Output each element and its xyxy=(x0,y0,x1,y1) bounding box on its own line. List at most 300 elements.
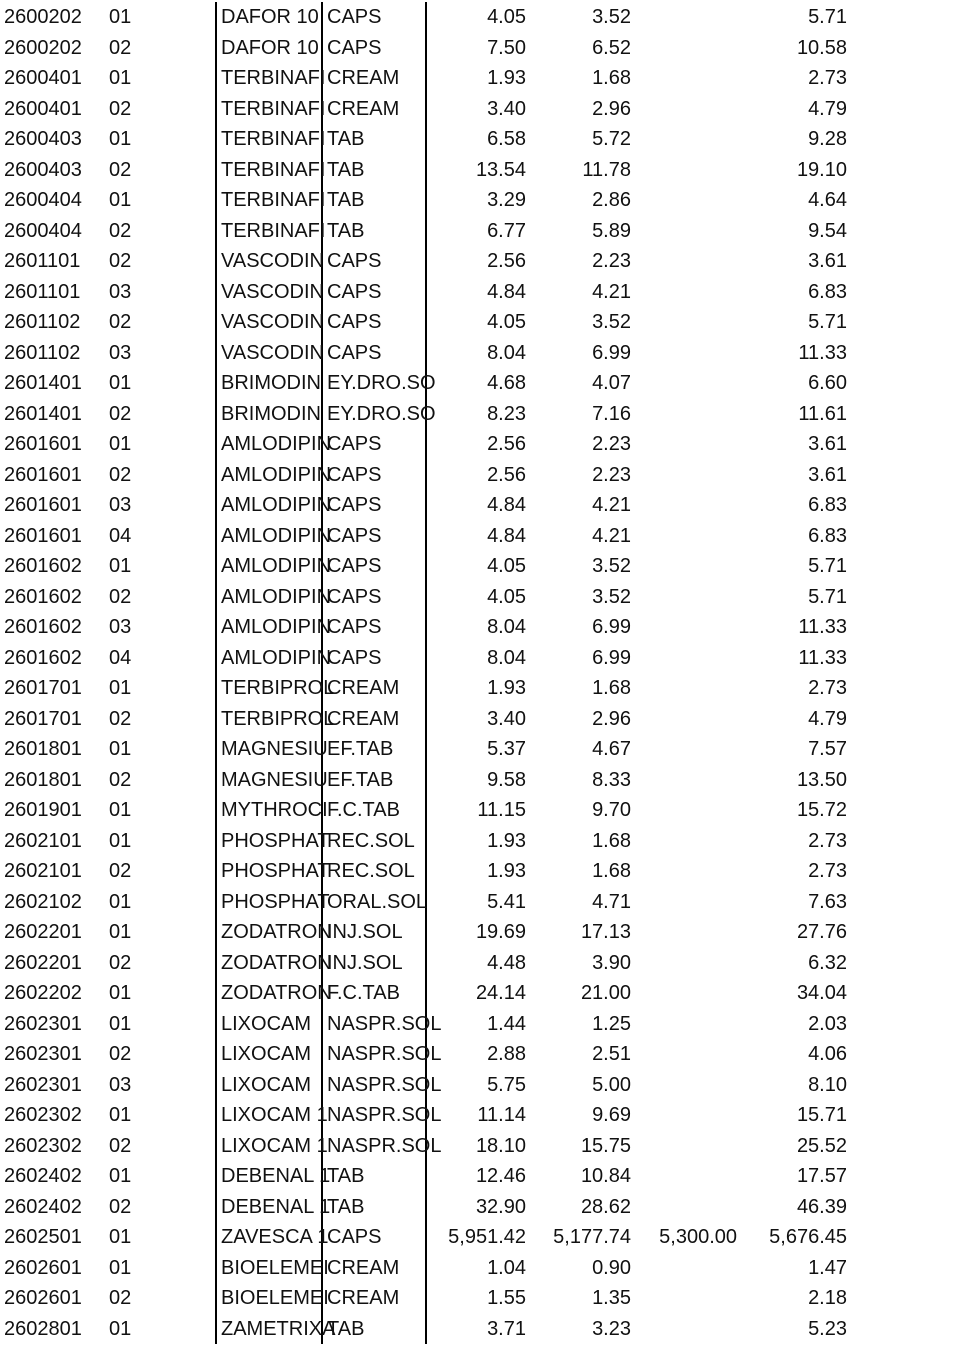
product-name-cell[interactable]: ZAMETRIXA xyxy=(216,1314,322,1345)
product-name-cell[interactable]: LIXOCAM xyxy=(216,1070,322,1101)
pack-code-cell[interactable]: 02 xyxy=(109,768,132,791)
product-name-cell[interactable]: BIOELEMEI xyxy=(216,1253,322,1284)
price-1-cell[interactable]: 4.05 xyxy=(487,6,526,29)
pack-code-cell[interactable]: 01 xyxy=(109,1256,132,1279)
pack-code-cell[interactable]: 02 xyxy=(109,311,132,334)
product-code-cell[interactable]: 2602601 xyxy=(4,1287,82,1310)
pack-code-cell[interactable]: 02 xyxy=(109,951,132,974)
price-2-cell[interactable]: 4.21 xyxy=(592,524,631,547)
dosage-form-cell[interactable]: EY.DRO.SO xyxy=(322,399,426,430)
dosage-form-cell[interactable]: NASPR.SOL xyxy=(322,1131,426,1162)
product-name-cell[interactable]: DAFOR 10 xyxy=(216,2,322,33)
dosage-form-cell[interactable]: CREAM xyxy=(322,94,426,125)
price-4-cell[interactable]: 2.03 xyxy=(808,1012,847,1035)
price-4-cell[interactable]: 8.10 xyxy=(808,1073,847,1096)
price-3-cell[interactable] xyxy=(635,63,741,94)
product-code-cell[interactable]: 2602101 xyxy=(4,829,82,852)
pack-code-cell[interactable]: 03 xyxy=(109,494,132,517)
product-name-cell[interactable]: TERBINAFI xyxy=(216,185,322,216)
dosage-form-cell[interactable]: EF.TAB xyxy=(322,734,426,765)
pack-code-cell[interactable]: 03 xyxy=(109,616,132,639)
product-name-cell[interactable]: ZAVESCA 1 xyxy=(216,1222,322,1253)
pack-code-cell[interactable]: 01 xyxy=(109,189,132,212)
price-3-cell[interactable] xyxy=(635,978,741,1009)
price-1-cell[interactable]: 1.93 xyxy=(487,860,526,883)
dosage-form-cell[interactable]: CREAM xyxy=(322,704,426,735)
price-4-cell[interactable]: 11.61 xyxy=(798,402,847,425)
price-1-cell[interactable]: 4.68 xyxy=(487,372,526,395)
price-1-cell[interactable]: 24.14 xyxy=(475,982,526,1005)
dosage-form-cell[interactable]: CAPS xyxy=(322,277,426,308)
pack-code-cell[interactable]: 02 xyxy=(109,402,132,425)
product-code-cell[interactable]: 2602102 xyxy=(4,890,82,913)
product-code-cell[interactable]: 2602402 xyxy=(4,1165,82,1188)
price-1-cell[interactable]: 3.40 xyxy=(487,707,526,730)
product-code-cell[interactable]: 2602402 xyxy=(4,1195,82,1218)
pack-code-cell[interactable]: 01 xyxy=(109,1317,132,1340)
price-2-cell[interactable]: 6.99 xyxy=(592,616,631,639)
price-2-cell[interactable]: 3.52 xyxy=(592,311,631,334)
price-3-cell[interactable] xyxy=(635,429,741,460)
product-name-cell[interactable]: LIXOCAM xyxy=(216,1039,322,1070)
price-3-cell[interactable] xyxy=(635,1009,741,1040)
price-2-cell[interactable]: 9.69 xyxy=(592,1104,631,1127)
product-code-cell[interactable]: 2601601 xyxy=(4,494,82,517)
price-3-cell[interactable] xyxy=(635,887,741,918)
product-code-cell[interactable]: 2600401 xyxy=(4,97,82,120)
dosage-form-cell[interactable]: NASPR.SOL xyxy=(322,1070,426,1101)
dosage-form-cell[interactable]: INJ.SOL xyxy=(322,948,426,979)
price-4-cell[interactable]: 11.33 xyxy=(798,341,847,364)
dosage-form-cell[interactable]: TAB xyxy=(322,124,426,155)
price-2-cell[interactable]: 4.71 xyxy=(592,890,631,913)
price-2-cell[interactable]: 4.21 xyxy=(592,280,631,303)
price-4-cell[interactable]: 6.32 xyxy=(808,951,847,974)
price-3-cell[interactable] xyxy=(635,765,741,796)
product-name-cell[interactable]: AMLODIPIN xyxy=(216,490,322,521)
price-2-cell[interactable]: 17.13 xyxy=(580,921,631,944)
product-name-cell[interactable]: VASCODIN xyxy=(216,338,322,369)
price-2-cell[interactable]: 6.52 xyxy=(592,36,631,59)
price-3-cell[interactable] xyxy=(635,1070,741,1101)
price-4-cell[interactable]: 5,676.45 xyxy=(769,1226,847,1249)
dosage-form-cell[interactable]: CAPS xyxy=(322,612,426,643)
product-name-cell[interactable]: LIXOCAM 1 xyxy=(216,1100,322,1131)
product-code-cell[interactable]: 2600404 xyxy=(4,189,82,212)
product-code-cell[interactable]: 2602201 xyxy=(4,951,82,974)
price-3-cell[interactable] xyxy=(635,521,741,552)
price-1-cell[interactable]: 5.37 xyxy=(487,738,526,761)
pack-code-cell[interactable]: 01 xyxy=(109,372,132,395)
dosage-form-cell[interactable]: CREAM xyxy=(322,673,426,704)
price-1-cell[interactable]: 6.58 xyxy=(487,128,526,151)
dosage-form-cell[interactable]: CAPS xyxy=(322,521,426,552)
price-2-cell[interactable]: 2.96 xyxy=(592,97,631,120)
dosage-form-cell[interactable]: F.C.TAB xyxy=(322,978,426,1009)
price-4-cell[interactable]: 19.10 xyxy=(796,158,847,181)
price-2-cell[interactable]: 1.68 xyxy=(592,829,631,852)
price-1-cell[interactable]: 2.88 xyxy=(487,1043,526,1066)
product-code-cell[interactable]: 2601101 xyxy=(4,250,81,273)
product-code-cell[interactable]: 2602301 xyxy=(4,1043,82,1066)
pack-code-cell[interactable]: 03 xyxy=(109,280,132,303)
product-name-cell[interactable]: PHOSPHAT xyxy=(216,856,322,887)
price-1-cell[interactable]: 8.04 xyxy=(487,341,526,364)
price-2-cell[interactable]: 8.33 xyxy=(592,768,631,791)
price-4-cell[interactable]: 15.71 xyxy=(796,1104,847,1127)
price-1-cell[interactable]: 8.04 xyxy=(487,616,526,639)
price-4-cell[interactable]: 2.73 xyxy=(808,67,847,90)
dosage-form-cell[interactable]: CAPS xyxy=(322,429,426,460)
product-code-cell[interactable]: 2602302 xyxy=(4,1134,82,1157)
price-1-cell[interactable]: 6.77 xyxy=(487,219,526,242)
price-1-cell[interactable]: 4.84 xyxy=(487,524,526,547)
price-3-cell[interactable] xyxy=(635,734,741,765)
dosage-form-cell[interactable]: TAB xyxy=(322,155,426,186)
price-4-cell[interactable]: 27.76 xyxy=(796,921,847,944)
price-2-cell[interactable]: 10.84 xyxy=(580,1165,631,1188)
price-4-cell[interactable]: 7.63 xyxy=(808,890,847,913)
price-1-cell[interactable]: 18.10 xyxy=(475,1134,526,1157)
product-name-cell[interactable]: AMLODIPIN xyxy=(216,643,322,674)
price-4-cell[interactable]: 11.33 xyxy=(798,646,847,669)
price-4-cell[interactable]: 7.57 xyxy=(808,738,847,761)
price-1-cell[interactable]: 19.69 xyxy=(475,921,526,944)
product-name-cell[interactable]: AMLODIPIN xyxy=(216,521,322,552)
price-2-cell[interactable]: 15.75 xyxy=(580,1134,631,1157)
price-2-cell[interactable]: 7.16 xyxy=(592,402,631,425)
price-1-cell[interactable]: 9.58 xyxy=(487,768,526,791)
price-3-cell[interactable]: 5,300.00 xyxy=(659,1226,737,1249)
pack-code-cell[interactable]: 02 xyxy=(109,219,132,242)
product-name-cell[interactable]: AMLODIPIN xyxy=(216,612,322,643)
product-code-cell[interactable]: 2601701 xyxy=(4,707,82,730)
dosage-form-cell[interactable]: TAB xyxy=(322,1314,426,1345)
product-code-cell[interactable]: 2601602 xyxy=(4,585,82,608)
product-code-cell[interactable]: 2602601 xyxy=(4,1256,82,1279)
pack-code-cell[interactable]: 02 xyxy=(109,97,132,120)
product-name-cell[interactable]: LIXOCAM 1 xyxy=(216,1131,322,1162)
product-name-cell[interactable]: VASCODIN xyxy=(216,246,322,277)
pack-code-cell[interactable]: 04 xyxy=(109,646,132,669)
price-1-cell[interactable]: 4.05 xyxy=(487,311,526,334)
price-2-cell[interactable]: 2.23 xyxy=(592,433,631,456)
product-code-cell[interactable]: 2601602 xyxy=(4,616,82,639)
pack-code-cell[interactable]: 02 xyxy=(109,1134,132,1157)
price-1-cell[interactable]: 4.05 xyxy=(487,585,526,608)
price-1-cell[interactable]: 1.44 xyxy=(487,1012,526,1035)
price-3-cell[interactable] xyxy=(635,94,741,125)
price-2-cell[interactable]: 1.68 xyxy=(592,67,631,90)
pack-code-cell[interactable]: 01 xyxy=(109,677,132,700)
price-4-cell[interactable]: 6.83 xyxy=(808,280,847,303)
product-name-cell[interactable]: TERBINAFI xyxy=(216,155,322,186)
dosage-form-cell[interactable]: REC.SOL xyxy=(322,826,426,857)
product-code-cell[interactable]: 2601401 xyxy=(4,372,82,395)
product-code-cell[interactable]: 2601601 xyxy=(4,463,82,486)
price-3-cell[interactable] xyxy=(635,795,741,826)
price-1-cell[interactable]: 11.14 xyxy=(477,1104,526,1127)
product-name-cell[interactable]: BRIMODIN xyxy=(216,368,322,399)
dosage-form-cell[interactable]: CAPS xyxy=(322,582,426,613)
price-4-cell[interactable]: 15.72 xyxy=(796,799,847,822)
price-1-cell[interactable]: 3.40 xyxy=(487,97,526,120)
price-3-cell[interactable] xyxy=(635,338,741,369)
dosage-form-cell[interactable]: NASPR.SOL xyxy=(322,1100,426,1131)
dosage-form-cell[interactable]: CAPS xyxy=(322,551,426,582)
pack-code-cell[interactable]: 02 xyxy=(109,1287,132,1310)
product-code-cell[interactable]: 2602302 xyxy=(4,1104,82,1127)
product-name-cell[interactable]: AMLODIPIN xyxy=(216,429,322,460)
pack-code-cell[interactable]: 02 xyxy=(109,1043,132,1066)
pack-code-cell[interactable]: 02 xyxy=(109,707,132,730)
price-3-cell[interactable] xyxy=(635,216,741,247)
dosage-form-cell[interactable]: F.C.TAB xyxy=(322,795,426,826)
dosage-form-cell[interactable]: INJ.SOL xyxy=(322,917,426,948)
price-3-cell[interactable] xyxy=(635,612,741,643)
price-3-cell[interactable] xyxy=(635,1161,741,1192)
price-4-cell[interactable]: 9.54 xyxy=(808,219,847,242)
price-2-cell[interactable]: 1.35 xyxy=(592,1287,631,1310)
price-3-cell[interactable] xyxy=(635,124,741,155)
dosage-form-cell[interactable]: ORAL.SOL xyxy=(322,887,426,918)
price-3-cell[interactable] xyxy=(635,277,741,308)
product-name-cell[interactable]: TERBINAFI xyxy=(216,124,322,155)
pack-code-cell[interactable]: 03 xyxy=(109,341,132,364)
product-name-cell[interactable]: PHOSPHAT xyxy=(216,826,322,857)
product-code-cell[interactable]: 2602101 xyxy=(4,860,82,883)
product-name-cell[interactable]: TERBIPROL xyxy=(216,704,322,735)
price-3-cell[interactable] xyxy=(635,490,741,521)
price-4-cell[interactable]: 6.83 xyxy=(808,494,847,517)
product-code-cell[interactable]: 2602501 xyxy=(4,1226,82,1249)
price-1-cell[interactable]: 11.15 xyxy=(477,799,526,822)
price-3-cell[interactable] xyxy=(635,155,741,186)
price-3-cell[interactable] xyxy=(635,185,741,216)
price-3-cell[interactable] xyxy=(635,1314,741,1345)
price-2-cell[interactable]: 4.07 xyxy=(592,372,631,395)
pack-code-cell[interactable]: 01 xyxy=(109,921,132,944)
dosage-form-cell[interactable]: EY.DRO.SO xyxy=(322,368,426,399)
price-3-cell[interactable] xyxy=(635,368,741,399)
price-2-cell[interactable]: 5,177.74 xyxy=(553,1226,631,1249)
price-4-cell[interactable]: 1.47 xyxy=(808,1256,847,1279)
dosage-form-cell[interactable]: CAPS xyxy=(322,1222,426,1253)
dosage-form-cell[interactable]: NASPR.SOL xyxy=(322,1009,426,1040)
pack-code-cell[interactable]: 02 xyxy=(109,36,132,59)
price-3-cell[interactable] xyxy=(635,704,741,735)
dosage-form-cell[interactable]: CAPS xyxy=(322,246,426,277)
product-code-cell[interactable]: 2600403 xyxy=(4,158,82,181)
pack-code-cell[interactable]: 02 xyxy=(109,1195,132,1218)
price-4-cell[interactable]: 13.50 xyxy=(796,768,847,791)
price-3-cell[interactable] xyxy=(635,948,741,979)
price-3-cell[interactable] xyxy=(635,643,741,674)
dosage-form-cell[interactable]: CAPS xyxy=(322,643,426,674)
product-name-cell[interactable]: MYTHROCI xyxy=(216,795,322,826)
price-4-cell[interactable]: 5.71 xyxy=(808,585,847,608)
price-1-cell[interactable]: 1.93 xyxy=(487,67,526,90)
product-name-cell[interactable]: MAGNESIU xyxy=(216,734,322,765)
price-3-cell[interactable] xyxy=(635,551,741,582)
pack-code-cell[interactable]: 03 xyxy=(109,1073,132,1096)
price-1-cell[interactable]: 5,951.42 xyxy=(448,1226,526,1249)
dosage-form-cell[interactable]: EF.TAB xyxy=(322,765,426,796)
product-name-cell[interactable]: PHOSPHAT xyxy=(216,887,322,918)
price-1-cell[interactable]: 8.04 xyxy=(487,646,526,669)
pack-code-cell[interactable]: 01 xyxy=(109,799,132,822)
price-3-cell[interactable] xyxy=(635,582,741,613)
pack-code-cell[interactable]: 01 xyxy=(109,829,132,852)
dosage-form-cell[interactable]: CREAM xyxy=(322,1283,426,1314)
product-name-cell[interactable]: DAFOR 10 xyxy=(216,33,322,64)
price-1-cell[interactable]: 2.56 xyxy=(487,433,526,456)
price-4-cell[interactable]: 5.23 xyxy=(808,1317,847,1340)
price-4-cell[interactable]: 2.73 xyxy=(808,860,847,883)
dosage-form-cell[interactable]: TAB xyxy=(322,1161,426,1192)
price-3-cell[interactable] xyxy=(635,307,741,338)
price-4-cell[interactable]: 17.57 xyxy=(796,1165,847,1188)
dosage-form-cell[interactable]: CREAM xyxy=(322,1253,426,1284)
price-2-cell[interactable]: 2.51 xyxy=(592,1043,631,1066)
pack-code-cell[interactable]: 01 xyxy=(109,433,132,456)
pack-code-cell[interactable]: 01 xyxy=(109,982,132,1005)
pack-code-cell[interactable]: 01 xyxy=(109,6,132,29)
product-code-cell[interactable]: 2602201 xyxy=(4,921,82,944)
product-code-cell[interactable]: 2602301 xyxy=(4,1073,82,1096)
dosage-form-cell[interactable]: CAPS xyxy=(322,307,426,338)
product-code-cell[interactable]: 2600202 xyxy=(4,36,82,59)
product-name-cell[interactable]: AMLODIPIN xyxy=(216,551,322,582)
price-4-cell[interactable]: 25.52 xyxy=(796,1134,847,1157)
product-code-cell[interactable]: 2601601 xyxy=(4,524,82,547)
dosage-form-cell[interactable]: TAB xyxy=(322,185,426,216)
product-code-cell[interactable]: 2601801 xyxy=(4,768,82,791)
price-2-cell[interactable]: 2.23 xyxy=(592,463,631,486)
price-2-cell[interactable]: 3.23 xyxy=(592,1317,631,1340)
price-1-cell[interactable]: 1.04 xyxy=(487,1256,526,1279)
product-name-cell[interactable]: DEBENAL 1 xyxy=(216,1161,322,1192)
price-1-cell[interactable]: 4.48 xyxy=(487,951,526,974)
price-4-cell[interactable]: 4.79 xyxy=(808,97,847,120)
price-2-cell[interactable]: 1.68 xyxy=(592,860,631,883)
price-1-cell[interactable]: 2.56 xyxy=(487,250,526,273)
price-4-cell[interactable]: 4.64 xyxy=(808,189,847,212)
pack-code-cell[interactable]: 02 xyxy=(109,585,132,608)
product-code-cell[interactable]: 2601701 xyxy=(4,677,82,700)
product-code-cell[interactable]: 2600403 xyxy=(4,128,82,151)
price-3-cell[interactable] xyxy=(635,856,741,887)
price-2-cell[interactable]: 2.23 xyxy=(592,250,631,273)
product-name-cell[interactable]: TERBIPROL xyxy=(216,673,322,704)
price-1-cell[interactable]: 3.71 xyxy=(487,1317,526,1340)
product-name-cell[interactable]: BRIMODIN xyxy=(216,399,322,430)
pack-code-cell[interactable]: 01 xyxy=(109,890,132,913)
price-3-cell[interactable] xyxy=(635,246,741,277)
product-code-cell[interactable]: 2601801 xyxy=(4,738,82,761)
dosage-form-cell[interactable]: TAB xyxy=(322,216,426,247)
dosage-form-cell[interactable]: CAPS xyxy=(322,460,426,491)
price-2-cell[interactable]: 3.90 xyxy=(592,951,631,974)
product-name-cell[interactable]: VASCODIN xyxy=(216,277,322,308)
price-3-cell[interactable] xyxy=(635,1283,741,1314)
product-code-cell[interactable]: 2601102 xyxy=(4,341,81,364)
price-3-cell[interactable] xyxy=(635,460,741,491)
price-4-cell[interactable]: 5.71 xyxy=(808,6,847,29)
product-name-cell[interactable]: TERBINAFI xyxy=(216,94,322,125)
price-2-cell[interactable]: 3.52 xyxy=(592,555,631,578)
price-2-cell[interactable]: 5.00 xyxy=(592,1073,631,1096)
price-3-cell[interactable] xyxy=(635,1192,741,1223)
price-3-cell[interactable] xyxy=(635,1039,741,1070)
product-name-cell[interactable]: AMLODIPIN xyxy=(216,582,322,613)
price-1-cell[interactable]: 4.84 xyxy=(487,494,526,517)
dosage-form-cell[interactable]: REC.SOL xyxy=(322,856,426,887)
price-2-cell[interactable]: 11.78 xyxy=(582,158,631,181)
price-1-cell[interactable]: 8.23 xyxy=(487,402,526,425)
price-4-cell[interactable]: 5.71 xyxy=(808,555,847,578)
pack-code-cell[interactable]: 01 xyxy=(109,1165,132,1188)
product-name-cell[interactable]: MAGNESIU xyxy=(216,765,322,796)
price-1-cell[interactable]: 1.93 xyxy=(487,677,526,700)
dosage-form-cell[interactable]: CREAM xyxy=(322,63,426,94)
price-3-cell[interactable] xyxy=(635,1100,741,1131)
pack-code-cell[interactable]: 02 xyxy=(109,158,132,181)
price-1-cell[interactable]: 1.93 xyxy=(487,829,526,852)
pack-code-cell[interactable]: 01 xyxy=(109,1104,132,1127)
price-4-cell[interactable]: 2.18 xyxy=(808,1287,847,1310)
product-name-cell[interactable]: TERBINAFI xyxy=(216,216,322,247)
product-code-cell[interactable]: 2601401 xyxy=(4,402,82,425)
price-1-cell[interactable]: 1.55 xyxy=(487,1287,526,1310)
price-4-cell[interactable]: 4.06 xyxy=(808,1043,847,1066)
price-2-cell[interactable]: 4.21 xyxy=(592,494,631,517)
price-2-cell[interactable]: 1.68 xyxy=(592,677,631,700)
product-name-cell[interactable]: ZODATRON xyxy=(216,917,322,948)
price-1-cell[interactable]: 12.46 xyxy=(475,1165,526,1188)
price-1-cell[interactable]: 5.41 xyxy=(487,890,526,913)
product-name-cell[interactable]: AMLODIPIN xyxy=(216,460,322,491)
price-2-cell[interactable]: 21.00 xyxy=(580,982,631,1005)
pack-code-cell[interactable]: 01 xyxy=(109,1012,132,1035)
price-1-cell[interactable]: 7.50 xyxy=(487,36,526,59)
product-code-cell[interactable]: 2601601 xyxy=(4,433,82,456)
price-3-cell[interactable] xyxy=(635,917,741,948)
dosage-form-cell[interactable]: CAPS xyxy=(322,33,426,64)
price-4-cell[interactable]: 3.61 xyxy=(808,433,847,456)
price-2-cell[interactable]: 1.25 xyxy=(592,1012,631,1035)
product-name-cell[interactable]: BIOELEMEI xyxy=(216,1283,322,1314)
price-4-cell[interactable]: 34.04 xyxy=(796,982,847,1005)
price-1-cell[interactable]: 4.84 xyxy=(487,280,526,303)
price-2-cell[interactable]: 2.96 xyxy=(592,707,631,730)
price-2-cell[interactable]: 0.90 xyxy=(592,1256,631,1279)
price-3-cell[interactable] xyxy=(635,2,741,33)
price-4-cell[interactable]: 11.33 xyxy=(798,616,847,639)
product-name-cell[interactable]: ZODATRON xyxy=(216,978,322,1009)
pack-code-cell[interactable]: 01 xyxy=(109,738,132,761)
product-code-cell[interactable]: 2602801 xyxy=(4,1317,82,1340)
price-3-cell[interactable] xyxy=(635,673,741,704)
product-code-cell[interactable]: 2602301 xyxy=(4,1012,82,1035)
price-3-cell[interactable] xyxy=(635,33,741,64)
price-2-cell[interactable]: 6.99 xyxy=(592,341,631,364)
product-name-cell[interactable]: DEBENAL 1 xyxy=(216,1192,322,1223)
product-name-cell[interactable]: TERBINAFI xyxy=(216,63,322,94)
dosage-form-cell[interactable]: CAPS xyxy=(322,338,426,369)
price-2-cell[interactable]: 9.70 xyxy=(592,799,631,822)
product-code-cell[interactable]: 2601101 xyxy=(4,280,81,303)
